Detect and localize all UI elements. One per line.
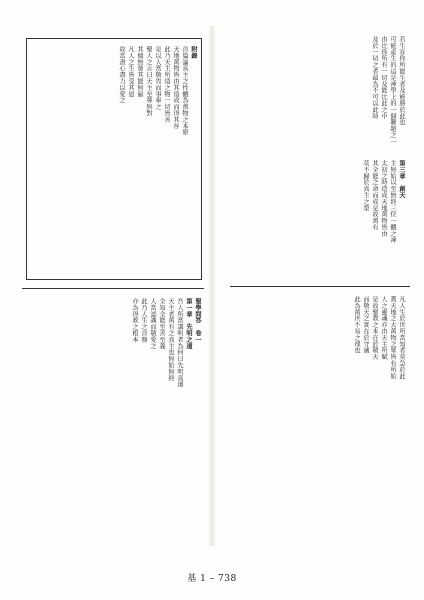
chapter-heading: 第一章 先明之道 (185, 298, 192, 350)
text-column: 太初之時造成天地萬物皆由 (380, 160, 387, 237)
text-column: 天主者萬有之真主也無始無終 (167, 298, 174, 382)
text-column: 及於一切之者最為不可以此時 (371, 36, 378, 120)
text-column: 首篇論真主之性體為萬物之本原 (181, 46, 188, 136)
text-column: 人之靈魂亦由天主所賦 (380, 296, 387, 360)
top-right-section (236, 160, 406, 268)
text-column: 其德無量其能無窮 (136, 46, 143, 98)
top-left-text (32, 46, 198, 274)
divider-left (22, 288, 204, 289)
text-column: 人當認識而敬愛之 (149, 298, 156, 350)
text-column: 故當盡心盡力以愛之 (118, 46, 125, 104)
text-column: 吾人所當講明者為何曰先明真道 (176, 298, 183, 388)
text-column: 蓋天地之大萬物之眾皆有所始 (389, 296, 396, 380)
text-column: 其全能之命而成是故萬有 (371, 160, 378, 231)
text-column: 可能產生的這是神學上的一個難題之一 (389, 36, 396, 145)
book-gutter (208, 26, 216, 546)
book-heading: 聖學問答 卷一 (194, 298, 201, 343)
text-column: 凡人生於世所當知者莫急於此 (398, 296, 405, 380)
text-column: 而敬天之實在於守誡 (362, 296, 369, 354)
page-number: 基 1 – 738 (187, 574, 237, 584)
top-right-text (236, 36, 406, 154)
text-column: 此乃天主所造之物一切皆善 (163, 46, 170, 123)
text-column: 全知全能至善至義 (158, 298, 165, 350)
text-column: 由比你所有一切及能比此之中 (380, 36, 387, 120)
text-column: 莫不歸於真主之榮 (362, 160, 369, 212)
bottom-right-text (236, 296, 406, 546)
text-column: 凡人之生皆受其恩 (127, 46, 134, 98)
text-column: 天地萬物皆由其造成而得其存 (172, 46, 179, 130)
divider-right (230, 286, 410, 287)
text-column: 亦為得救之根本 (131, 298, 138, 343)
text-column: 主無始以至無終三位一體之神 (389, 160, 396, 244)
text-column: 此乃人生之首務 (140, 298, 147, 343)
text-column: 是以人當敬畏而事奉之 (154, 46, 161, 110)
text-column: 聖人之言曰天主至尊無對 (145, 46, 152, 117)
bottom-left-text (26, 298, 202, 546)
text-column: 是故聖教之本在於敬天 (371, 296, 378, 360)
section-heading: 第三章 創天 (398, 160, 405, 199)
text-column: 此為萬世不易之理也 (353, 296, 360, 354)
text-column: 若生育你所能生者及能勝於此也 (398, 36, 405, 126)
annotation-heading: 附錄 (190, 46, 197, 59)
